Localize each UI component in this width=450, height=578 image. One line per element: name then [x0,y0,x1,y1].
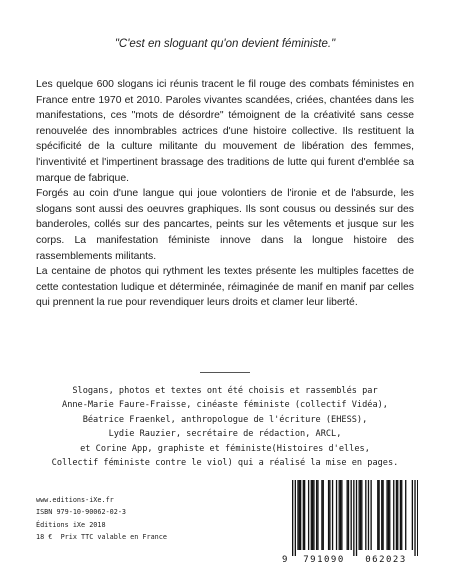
barcode-bar [295,480,296,556]
price-note: Prix TTC valable en France [60,533,167,542]
barcode-bar [341,480,342,550]
blurb-paragraph: Forgés au coin d'une langue qui joue volontiers de l'ironie et de l'absurde, les slogans sont aussi des oeuvres graphiques. Ils sont cousus ou dessinés sur des banderoles, collés sur des pancartes, peints sur les vêtements et jusque sur les corps. La manifestation féministe innove dans la longue histoire des rassemblements militants. [36,188,414,262]
barcode-left-group: 791090 [303,555,345,565]
barcode-bar [377,480,378,550]
barcode-bar [300,480,301,550]
barcode-first-digit: 9 [282,555,288,565]
barcode-bar [317,480,318,550]
credits-line: Anne-Marie Faure-Fraisse, cinéaste féministe (collectif Vidéa), [62,400,388,411]
barcode-bar [401,480,402,550]
barcode-bar [313,480,314,550]
blurb-paragraph: Les quelque 600 slogans ici réunis tracent le fil rouge des combats féministes en France entre 1970 et 2010. Paroles vivantes scandées, criées, chantées dans les manifestations, ces "mots de désordre" témoignent de la créativité sans cesse renouvelée des innombrables actrices d'une histoire collective. Ils restituent la spécificité de la culture militante du mouvement de libération des femmes, l'inventivité et l'impertinent brassage des traditions de lutte qui furent d'emblée sa marque de fabrique. [36,79,414,184]
barcode-bar [321,480,322,550]
barcode-bar [414,480,415,556]
barcode-digits [282,555,418,565]
barcode-bar [316,480,317,550]
credits-line: et Corine App, graphiste et féministe(Histoires d'elles, [80,443,370,454]
barcode-bar [312,480,313,550]
barcode-bar [292,480,293,556]
barcode-bar [308,480,309,550]
barcode-bar [382,480,383,550]
isbn-barcode [282,480,418,568]
barcode-bar [365,480,366,550]
barcode-bar [368,480,369,550]
section-divider [200,372,250,373]
barcode-bar [347,480,348,550]
barcode-bar [417,480,418,556]
barcode-bar [397,480,398,550]
barcode-bar [360,480,361,550]
barcode-bar [361,480,362,550]
barcode-bar [303,480,304,550]
price-line [36,531,167,543]
publisher-info [36,494,167,544]
barcode-bar [323,480,324,550]
barcode-bar [348,480,349,550]
price-value: 18 € [36,533,53,542]
epigraph-quote: "C'est en sloguant qu'on devient féministe." [114,38,336,50]
back-cover-blurb [36,77,414,311]
barcode-bar [351,480,352,550]
credits-line: Lydie Rauzier, secrétaire de rédaction, ARCL, [108,429,342,440]
barcode-bar [339,480,340,550]
barcode-bar [359,480,360,550]
credits-line: Béatrice Fraenkel, anthropologue de l'écriture (EHESS), [82,414,368,425]
barcode-bar [405,480,406,550]
barcode-bar [328,480,329,550]
barcode-bar [388,480,389,550]
barcode-bar [400,480,401,550]
barcode-bar [386,480,387,550]
barcode-bar [311,480,312,550]
barcode-bar [396,480,397,550]
edition-text: Éditions iXe 2018 [36,520,106,529]
barcode-bar [340,480,341,550]
barcode-bar [332,480,333,550]
barcode-right-group: 062023 [365,555,407,565]
barcode-bar [304,480,305,550]
credits-block [0,384,450,470]
isbn-text: ISBN 979-10-90062-02-3 [36,508,127,517]
barcode-bar [356,480,357,556]
publisher-website: www.editions-iXe.fr [36,496,114,504]
credits-line: Collectif féministe contre le viol) qui a réalisé la mise en pages. [51,458,399,469]
barcode-bars [282,480,418,556]
barcode-bar [299,480,300,550]
barcode-bar [389,480,390,550]
barcode-bar [370,480,371,550]
barcode-bar [378,480,379,550]
barcode-bar [329,480,330,550]
barcode-bar [336,480,337,550]
barcode-bar [412,480,413,550]
blurb-paragraph: La centaine de photos qui rythment les textes présente les multiples facettes de cette contestation ludique et déterminée, réimaginée de manif en manif par celles qui prennent la rue pour revendiquer leurs droits et clamer leur liberté. [36,266,414,309]
barcode-bar [381,480,382,550]
barcode-bar [353,480,354,556]
credits-line: Slogans, photos et textes ont été choisis et rassemblés par [72,386,378,396]
barcode-bar [297,480,298,550]
barcode-bar [393,480,394,550]
